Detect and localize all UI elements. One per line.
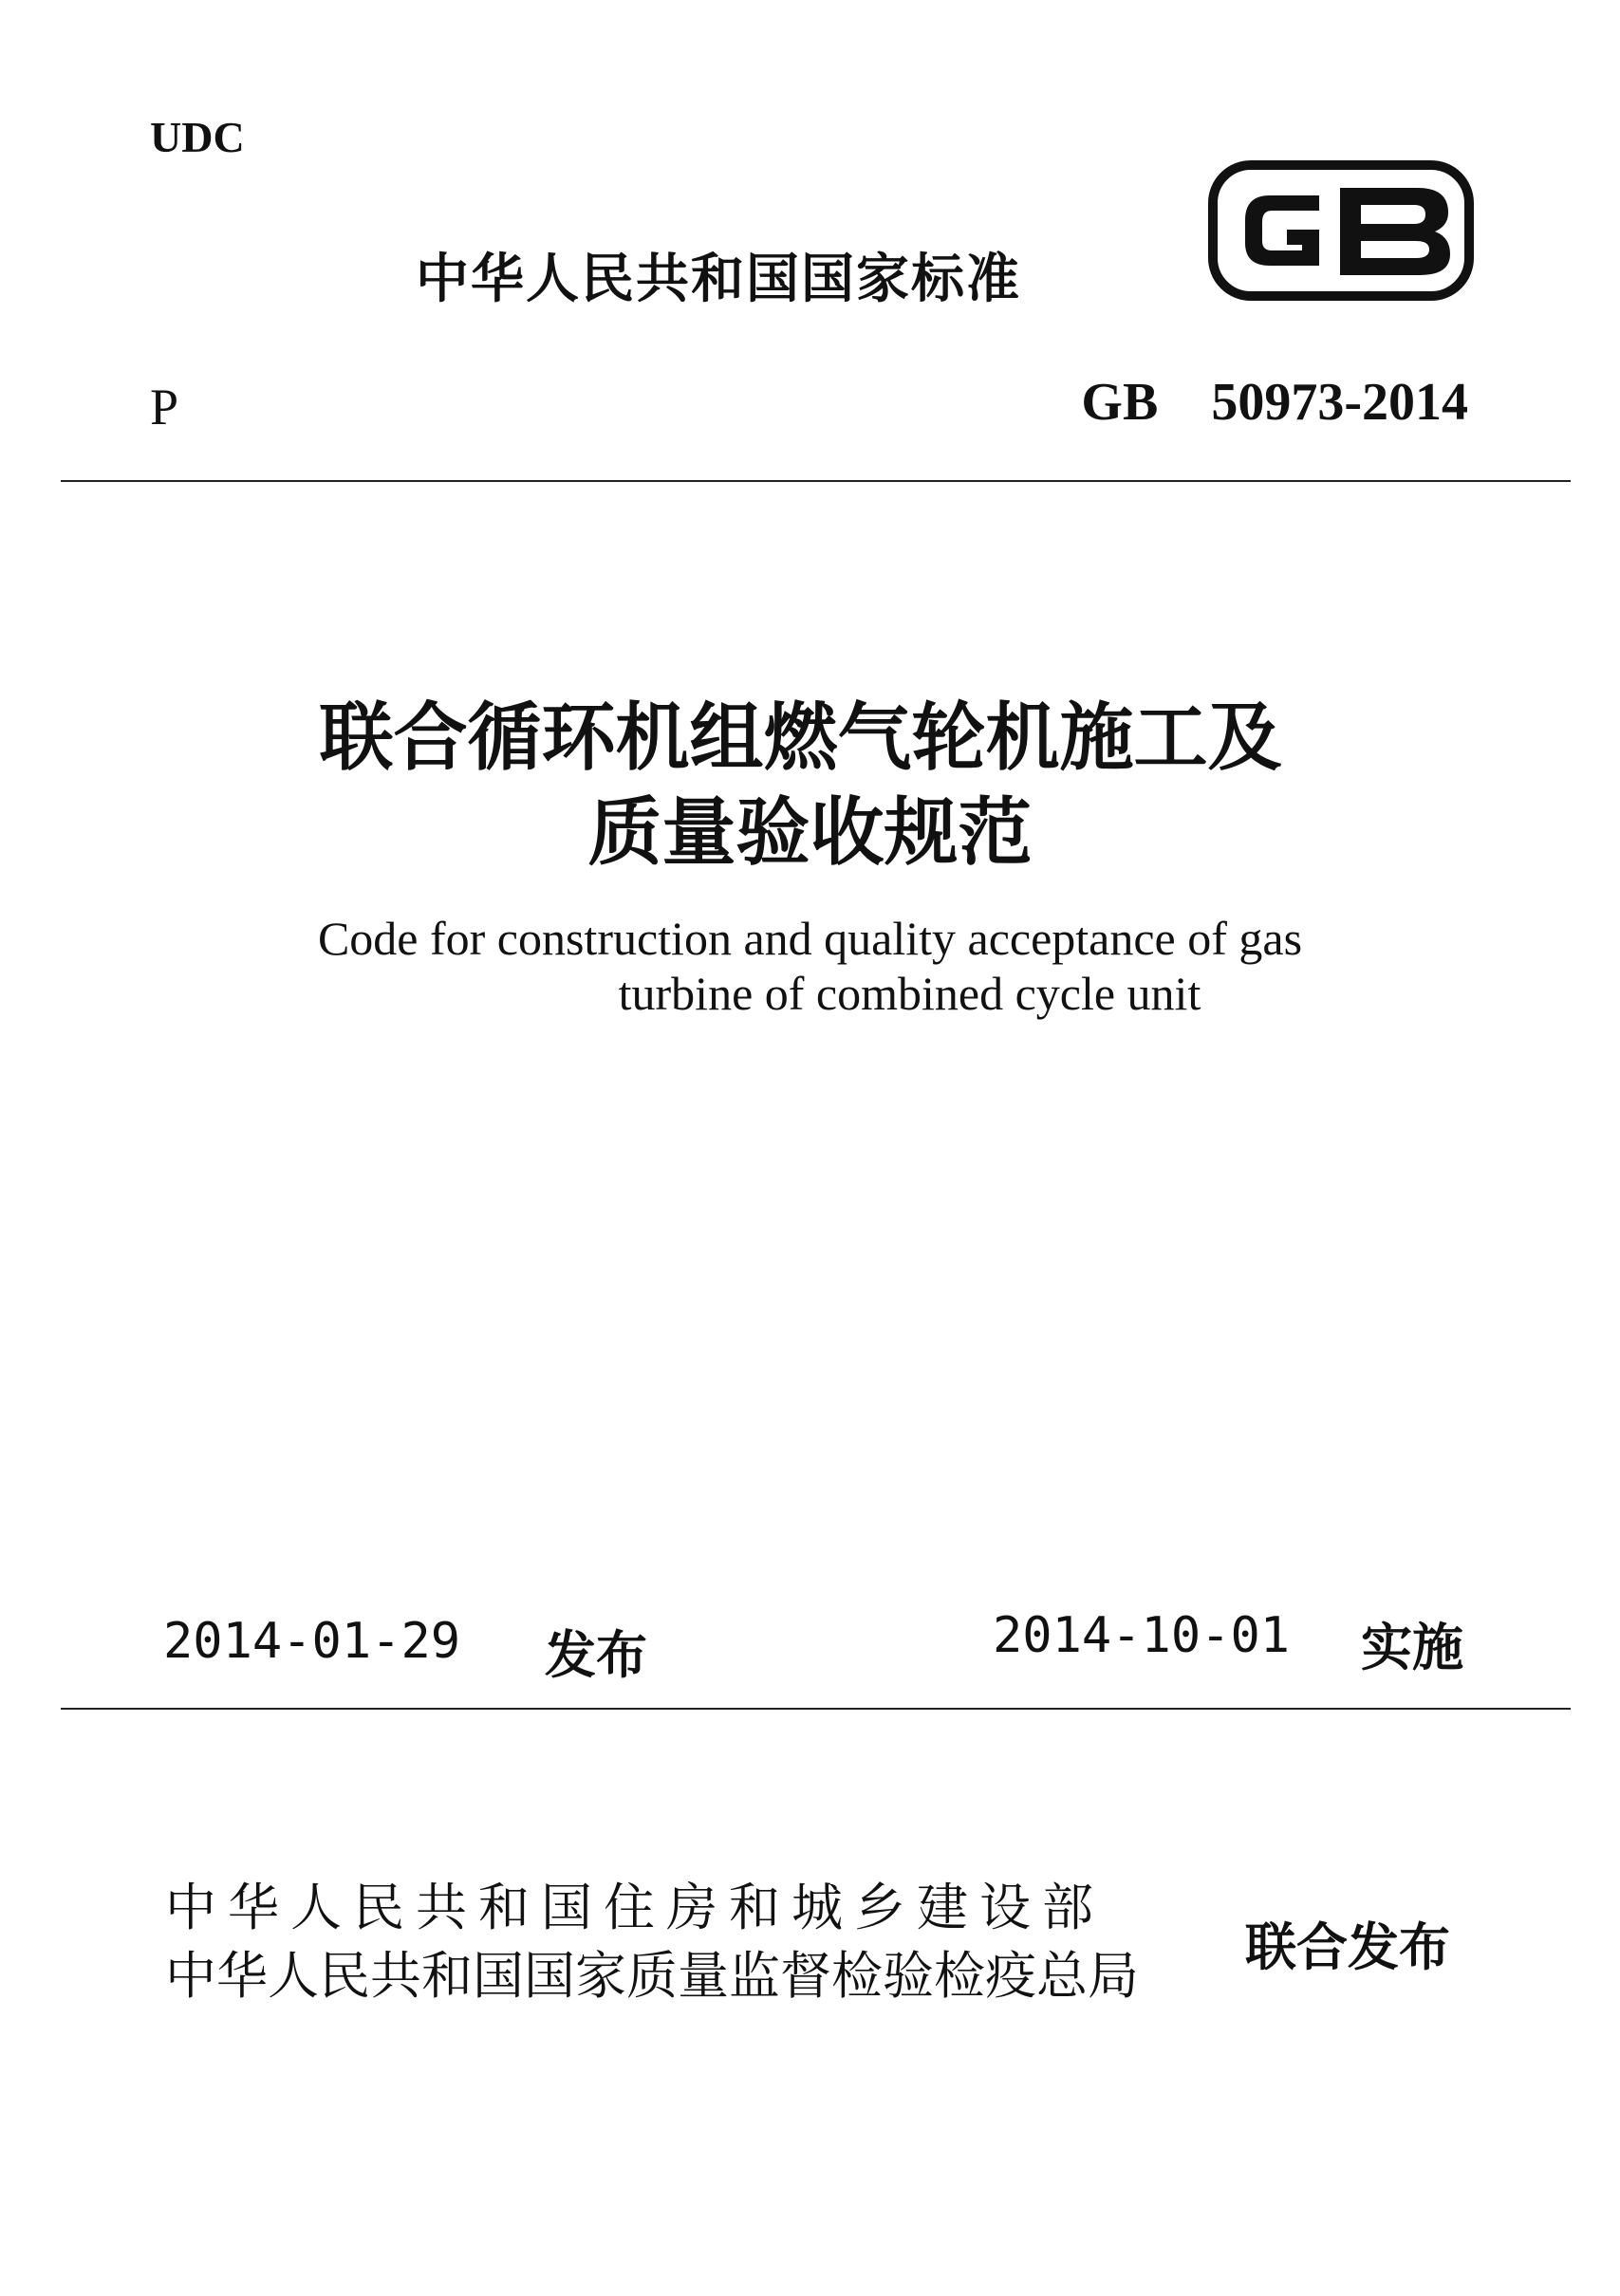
title-chinese: [0, 691, 1620, 880]
standard-number: [1081, 372, 1468, 433]
title-english: [0, 911, 1620, 1021]
issue-label: 发布: [545, 1625, 647, 1685]
title-english-line-2: turbine of combined cycle unit: [618, 967, 1201, 1020]
gb-logo-icon: [1207, 159, 1475, 302]
bottom-divider: [61, 1708, 1571, 1710]
effective-label: 实施: [1361, 1618, 1463, 1677]
issue-date: 2014-01-29: [163, 1613, 461, 1670]
title-chinese-line-2: 质量验收规范: [587, 790, 1033, 876]
classification-code: P: [150, 379, 179, 435]
issuer-ministry-housing: 中华人民共和国住房和城乡建设部: [165, 1878, 1105, 1937]
joint-issue-label: 联合发布: [1245, 1917, 1450, 1977]
top-divider: [61, 480, 1571, 482]
title-chinese-line-1: 联合循环机组燃气轮机施工及: [319, 695, 1282, 781]
issuer-quality-administration: 中华人民共和国国家质量监督检验检疫总局: [165, 1946, 1139, 2006]
standard-code: 50973-2014: [1211, 373, 1468, 432]
standard-prefix: GB: [1081, 373, 1159, 432]
udc-label: UDC: [150, 113, 245, 161]
title-english-line-1: Code for construction and quality acceptance of gas: [317, 912, 1303, 965]
national-standard-heading: 中华人民共和国国家标准: [416, 249, 1021, 310]
effective-date: 2014-10-01: [993, 1607, 1291, 1664]
